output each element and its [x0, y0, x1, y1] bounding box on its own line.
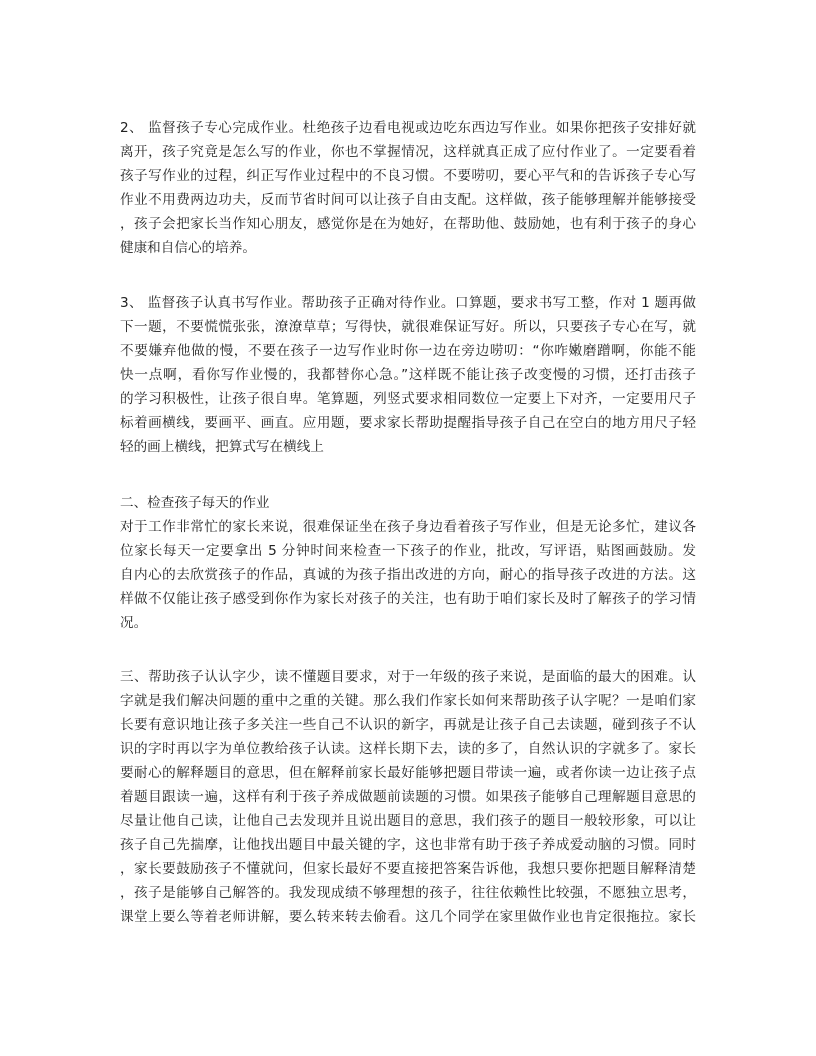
section-heading: 三、帮助孩子认认字少，读不懂题目要求，对于一年级的孩子来说，是面临的最大的困难。认	[120, 669, 696, 685]
paragraph-line: 离开，孩子究竟是怎么写的作业，你也不掌握情况，这样就真正成了应付作业了。一定要看着	[120, 144, 696, 160]
paragraph-line: 3、 监督孩子认真书写作业。帮助孩子正确对待作业。口算题，要求书写工整，作对 1 题再做	[120, 295, 696, 311]
paragraph-line: ，孩子会把家长当作知心朋友，感觉你是在为她好，在帮助他、鼓励她，也有利于孩子的身心	[120, 216, 696, 232]
paragraph-supervise-writing	[120, 291, 696, 459]
section-help-reading	[120, 665, 696, 929]
paragraph-line: 2、 监督孩子专心完成作业。杜绝孩子边看电视或边吃东西边写作业。如果你把孩子安排好就	[120, 120, 696, 136]
paragraph-line: 自内心的去欣赏孩子的作品，真诚的为孩子指出改进的方向，耐心的指导孩子改进的方法。这	[120, 567, 696, 583]
paragraph-line: 不要嫌弃他做的慢，不要在孩子一边写作业时你一边在旁边唠叨：“你咋嫩磨蹭啊，你能不能	[120, 343, 696, 359]
paragraph-line: 况。	[120, 615, 148, 631]
paragraph-line: 长要有意识地让孩子多关注一些自己不认识的新字，再就是让孩子自己去读题，碰到孩子不认	[120, 717, 696, 733]
section-heading: 二、检查孩子每天的作业	[120, 495, 270, 511]
paragraph-line: 的学习积极性，让孩子很自卑。笔算题，列竖式要求相同数位一定要上下对齐，一定要用尺子	[120, 391, 696, 407]
paragraph-line: 对于工作非常忙的家长来说，很难保证坐在孩子身边看着孩子写作业，但是无论多忙，建议各	[120, 519, 696, 535]
paragraph-line: ，家长要鼓励孩子不懂就问，但家长最好不要直接把答案告诉他，我想只要你把题目解释清楚	[120, 861, 696, 877]
paragraph-line: 健康和自信心的培养。	[120, 240, 256, 256]
paragraph-line: 尽量让他自己读，让他自己去发现并且说出题目的意思，我们孩子的题目一般较形象，可以让	[120, 813, 696, 829]
paragraph-line: 要耐心的解释题目的意思，但在解释前家长最好能够把题目带读一遍，或者你读一边让孩子点	[120, 765, 696, 781]
paragraph-line: 课堂上要么等着老师讲解，要么转来转去偷看。这几个同学在家里做作业也肯定很拖拉。家长	[120, 909, 696, 925]
paragraph-line: 标着画横线，要画平、画直。应用题，要求家长帮助提醒指导孩子自己在空白的地方用尺子轻	[120, 415, 696, 431]
paragraph-line: 作业不用费两边功夫，反而节省时间可以让孩子自由支配。这样做，孩子能够理解并能够接受	[120, 192, 696, 208]
paragraph-line: 孩子写作业的过程，纠正写作业过程中的不良习惯。不要唠叨，要心平气和的告诉孩子专心写	[120, 168, 696, 184]
paragraph-line: 字就是我们解决问题的重中之重的关键。那么我们作家长如何来帮助孩子认字呢？一是咱们家	[120, 693, 696, 709]
paragraph-line: 样做不仅能让孩子感受到你作为家长对孩子的关注，也有助于咱们家长及时了解孩子的学习情	[120, 591, 696, 607]
paragraph-line: 快一点啊，看你写作业慢的，我都替你心急。”这样既不能让孩子改变慢的习惯，还打击孩子	[120, 367, 696, 383]
section-check-homework	[120, 491, 696, 635]
paragraph-line: 孩子自己先揣摩，让他找出题目中最关键的字，这也非常有助于孩子养成爱动脑的习惯。同时	[120, 837, 696, 853]
paragraph-line: 着题目跟读一遍，这样有利于孩子养成做题前读题的习惯。如果孩子能够自己理解题目意思的	[120, 789, 696, 805]
paragraph-line: 轻的画上横线，把算式写在横线上	[120, 439, 324, 455]
paragraph-line: 下一题，不要慌慌张张，潦潦草草；写得快，就很难保证写好。所以，只要孩子专心在写，就	[120, 319, 696, 335]
paragraph-supervise-focus	[120, 116, 696, 260]
paragraph-line: 位家长每天一定要拿出 5 分钟时间来检查一下孩子的作业，批改，写评语，贴图画鼓励。发	[120, 543, 696, 559]
paragraph-line: 识的字时再以字为单位教给孩子认读。这样长期下去，读的多了，自然认识的字就多了。家长	[120, 741, 696, 757]
paragraph-line: ，孩子是能够自己解答的。我发现成绩不够理想的孩子，往往依赖性比较强，不愿独立思考，	[120, 885, 696, 901]
